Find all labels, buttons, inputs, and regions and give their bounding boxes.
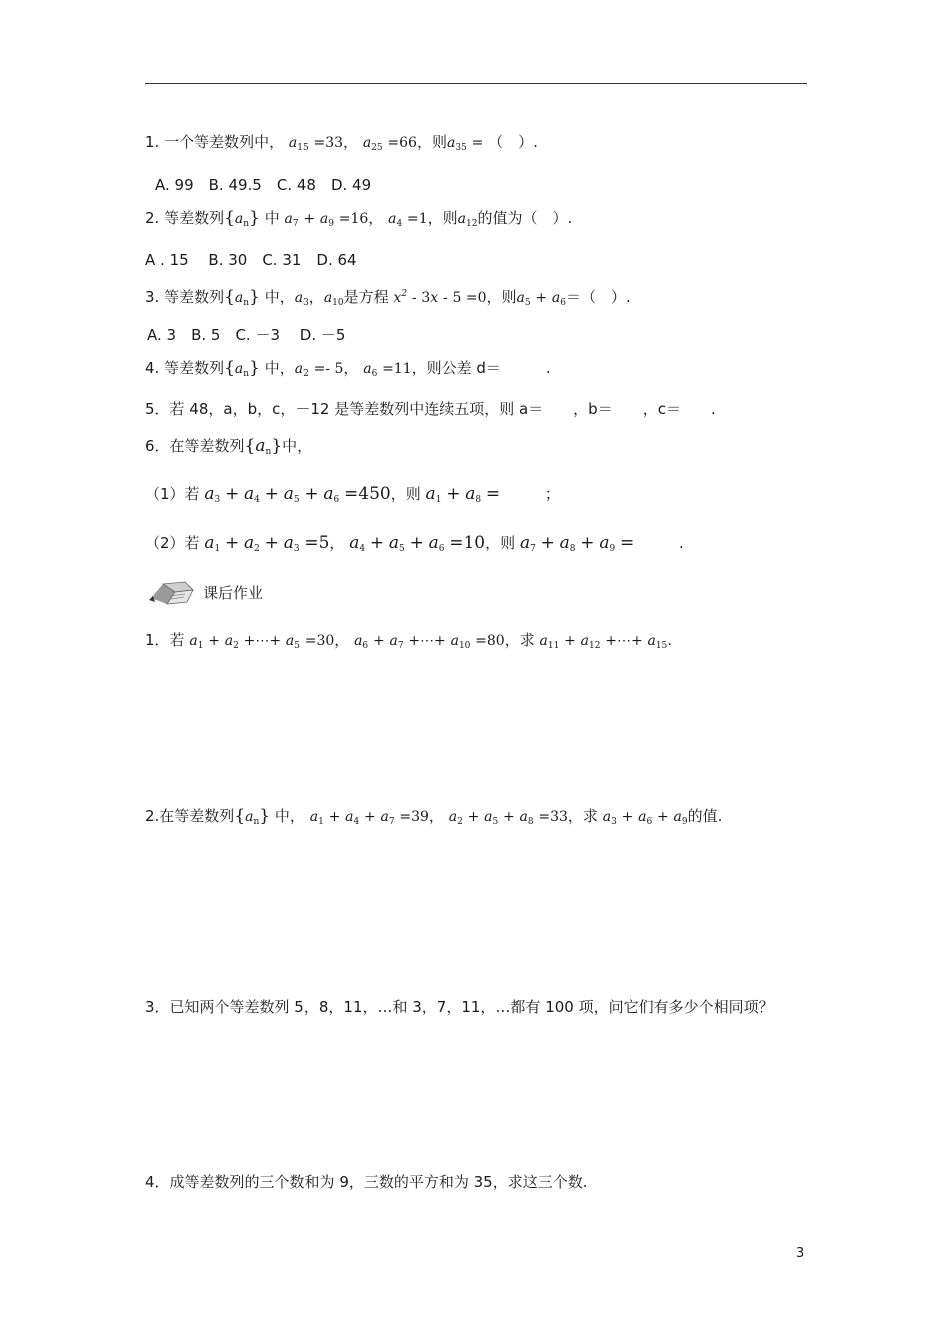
question-2-options: A . 15 B. 30 C. 31 D. 64 <box>145 251 357 269</box>
homework-3: 3．已知两个等差数列 5，8，11，…和 3，7，11，…都有 100 项，问它们有多少个相同项？ <box>145 998 774 1016</box>
question-2: 2. 等差数列$\{a_n\}$ 中 $a_7 + a_9 =16$， $a_4 =1$，则$a_{12}$的值为（ ）. <box>145 208 573 229</box>
page-number: 3 <box>796 1246 805 1261</box>
question-6-part-2: （2）若 $a_1 + a_2 + a_3 =5$， $a_4 + a_5 + a_6 =10$，则 $a_7 + a_8 + a_9$ = . <box>145 533 684 554</box>
question-6: 6．在等差数列$\{a_n\}$中， <box>145 436 313 457</box>
question-6-part-1: （1）若 $a_3 + a_4 + a_5 + a_6 =450$，则 $a_1 + a_8$ = ； <box>145 484 560 505</box>
header-rule <box>145 83 807 84</box>
homework-title: 课后作业 <box>203 583 264 602</box>
book-icon <box>145 576 197 608</box>
question-3: 3. 等差数列$\{a_n\}$ 中，$a_3$，$a_{10}$是方程 $x^2 - 3x - 5 =0$，则$a_5 + a_6=$（ ）. <box>145 287 631 308</box>
question-1-options: A. 99 B. 49.5 C. 48 D. 49 <box>155 176 372 194</box>
question-3-options: A. 3 B. 5 C. －3 D. －5 <box>147 326 346 344</box>
question-4: 4. 等差数列$\{a_n\}$ 中，$a_2 =- 5$， $a_6 =11$，则公差 d＝ . <box>145 358 551 379</box>
question-1: 1. 一个等差数列中， $a_{15} =33$， $a_{25} =66$，则$a_{35}$ = （ ）. <box>145 133 538 153</box>
question-5: 5．若 48，a，b，c，－12 是等差数列中连续五项，则 a＝ ，b＝ ，c＝ . <box>145 400 716 418</box>
homework-4: 4．成等差数列的三个数和为 9，三数的平方和为 35，求这三个数. <box>145 1173 588 1191</box>
homework-section-header <box>145 576 263 608</box>
homework-1: 1．若 $a_1 + a_2$ +⋯+ $a_5 =30$， $a_6 + a_7$ +⋯+ $a_{10} =80$，求 $a_{11} + a_{12}$ +⋯+ $a_{15}$. <box>145 631 673 651</box>
homework-2: 2.在等差数列$\{a_n\}$ 中， $a_1 + a_4 + a_7 =39$， $a_2 + a_5 + a_8 =33$，求 $a_3 + a_6 + a_9$的值. <box>145 806 723 827</box>
